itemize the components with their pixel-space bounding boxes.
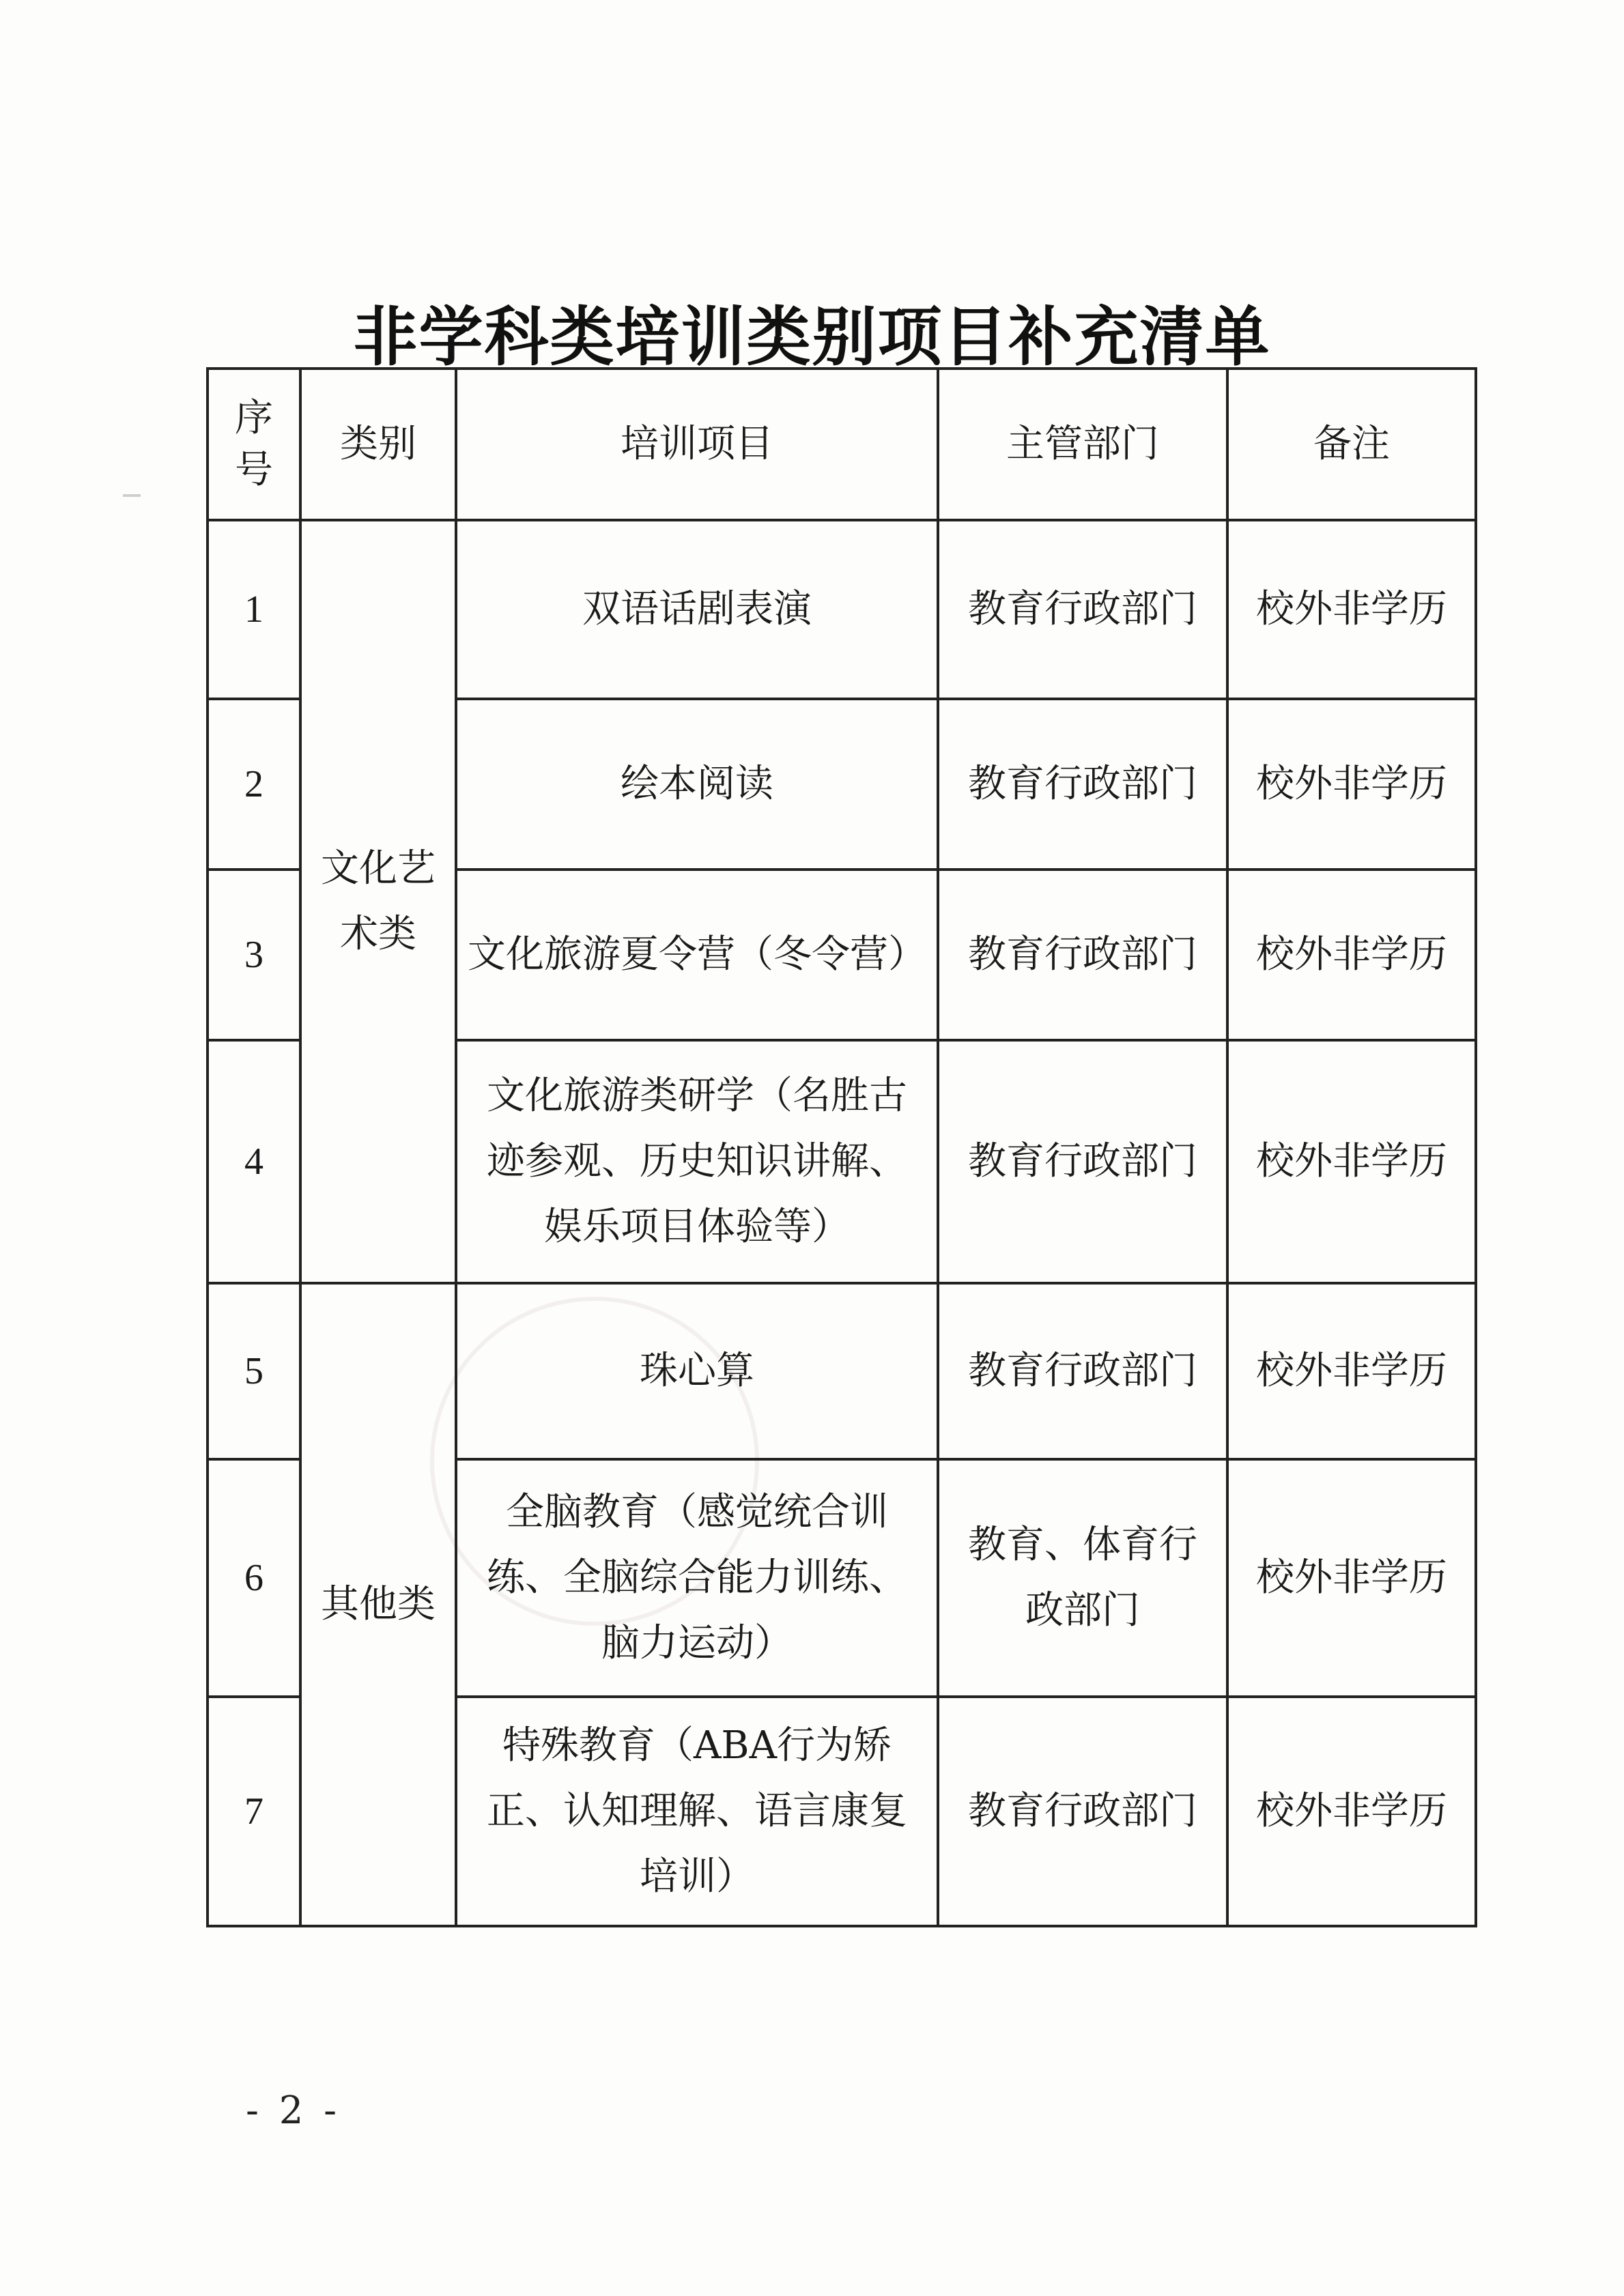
row-seq: 5 [208,1283,300,1459]
row-remark: 校外非学历 [1227,1459,1476,1697]
page-number: - 2 - [246,2089,341,2133]
header-item: 培训项目 [456,369,938,520]
row-item: 珠心算 [456,1283,938,1459]
row-item: 全脑教育（感觉统合训练、全脑综合能力训练、脑力运动） [456,1459,938,1697]
header-department: 主管部门 [938,369,1227,520]
row-item: 文化旅游夏令营（冬令营） [456,870,938,1040]
row-item: 双语话剧表演 [456,520,938,699]
header-category: 类别 [300,369,456,520]
table-header-row [208,369,1476,520]
row-seq: 2 [208,699,300,870]
row-item: 绘本阅读 [456,699,938,870]
training-items-table [206,367,1477,1927]
row-remark: 校外非学历 [1227,520,1476,699]
table-row [208,1283,1476,1459]
row-remark: 校外非学历 [1227,1040,1476,1283]
row-department: 教育行政部门 [938,520,1227,699]
row-remark: 校外非学历 [1227,1283,1476,1459]
row-department: 教育行政部门 [938,870,1227,1040]
table-row [208,520,1476,699]
row-remark: 校外非学历 [1227,870,1476,1040]
row-remark: 校外非学历 [1227,699,1476,870]
row-item: 文化旅游类研学（名胜古迹参观、历史知识讲解、娱乐项目体验等） [456,1040,938,1283]
category-cell: 其他类 [300,1283,456,1926]
row-department: 教育行政部门 [938,1040,1227,1283]
row-remark: 校外非学历 [1227,1697,1476,1926]
row-department: 教育、体育行政部门 [938,1459,1227,1697]
row-department: 教育行政部门 [938,699,1227,870]
margin-mark [123,494,141,497]
header-remark: 备注 [1227,369,1476,520]
header-seq: 序号 [208,369,300,520]
row-seq: 6 [208,1459,300,1697]
row-department: 教育行政部门 [938,1697,1227,1926]
row-seq: 3 [208,870,300,1040]
category-cell: 文化艺术类 [300,520,456,1283]
row-seq: 1 [208,520,300,699]
row-seq: 4 [208,1040,300,1283]
document-title: 非学科类培训类别项目补充清单 [353,300,1271,375]
row-item: 特殊教育（ABA行为矫正、认知理解、语言康复培训） [456,1697,938,1926]
row-department: 教育行政部门 [938,1283,1227,1459]
row-seq: 7 [208,1697,300,1926]
